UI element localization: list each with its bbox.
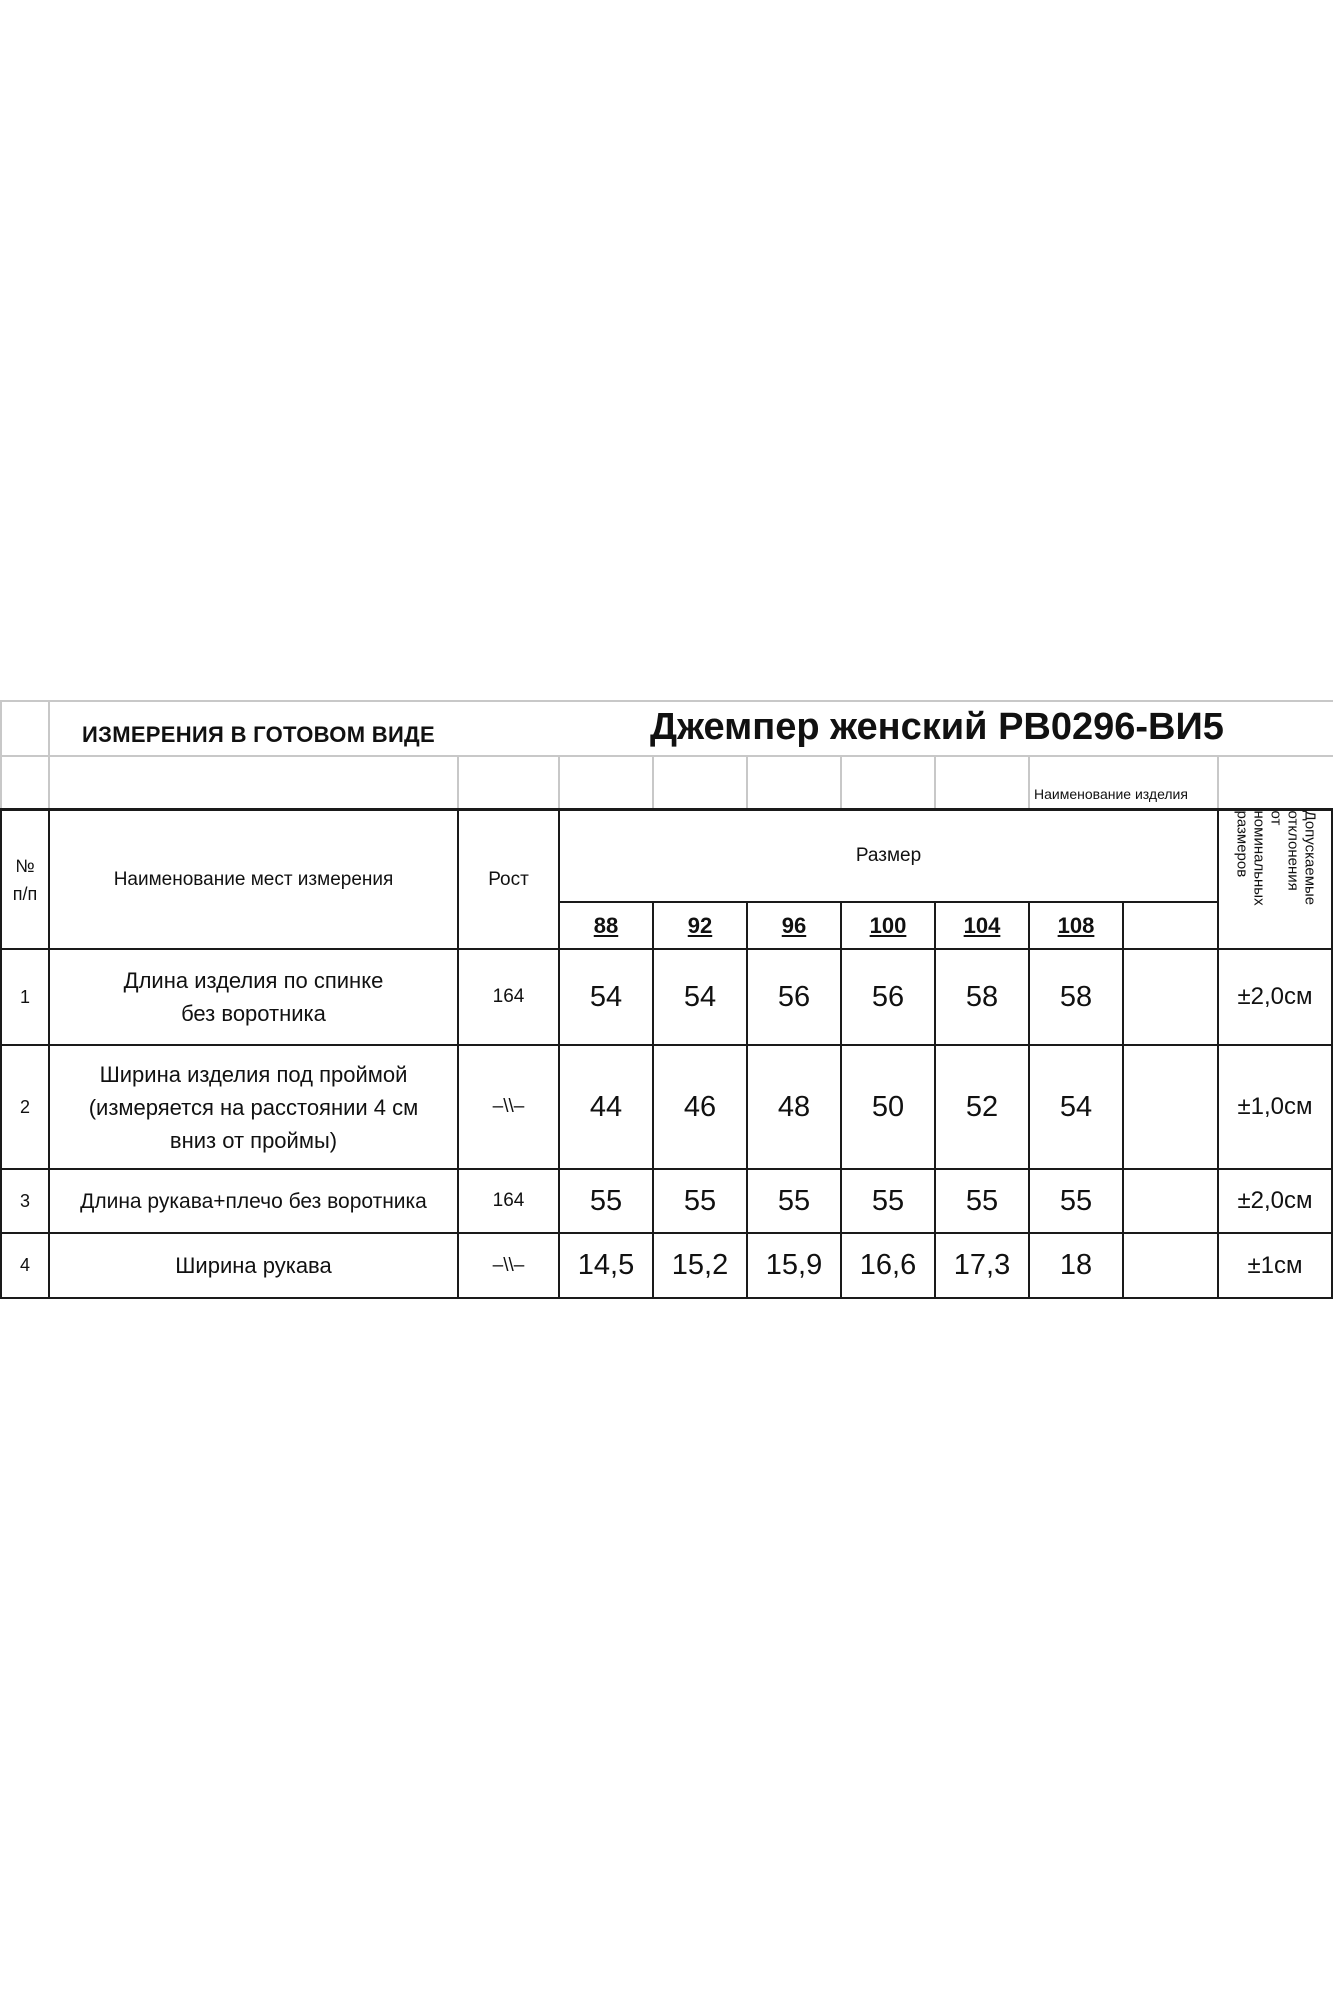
- column-header-tolerance: [1218, 810, 1333, 945]
- size-value: 55: [777, 1184, 811, 1217]
- grid-line: [0, 755, 1333, 757]
- tolerance-value: ±2,0см: [1237, 1187, 1313, 1214]
- size-value: 58: [965, 980, 999, 1013]
- grid-line: [0, 700, 2, 810]
- size-value: 54: [683, 980, 717, 1013]
- row-number: 1: [19, 986, 30, 1007]
- size-value: 16,6: [859, 1249, 917, 1281]
- height-value: 164: [492, 1190, 525, 1211]
- tolerance-value: ±2,0см: [1237, 983, 1313, 1010]
- size-header: 104: [963, 912, 1001, 938]
- size-value: 55: [965, 1184, 999, 1217]
- column-header-measurement: Наименование мест измерения: [113, 868, 394, 890]
- table-border: [0, 1297, 1333, 1299]
- grid-line: [558, 755, 560, 810]
- grid-line: [652, 755, 654, 810]
- size-value: 54: [589, 980, 623, 1013]
- size-value: 55: [589, 1184, 623, 1217]
- size-value: 58: [1059, 980, 1093, 1013]
- size-value: 18: [1059, 1249, 1093, 1281]
- size-value: 15,2: [671, 1249, 729, 1281]
- size-value: 15,9: [765, 1249, 823, 1281]
- size-header: 88: [593, 912, 619, 938]
- measurements-title: ИЗМЕРЕНИЯ В ГОТОВОМ ВИДЕ: [82, 722, 436, 747]
- grid-line: [0, 700, 1333, 702]
- size-value: 44: [589, 1090, 623, 1123]
- size-value: 56: [871, 980, 905, 1013]
- size-value: 55: [683, 1184, 717, 1217]
- size-value: 56: [777, 980, 811, 1013]
- grid-line: [934, 755, 936, 810]
- size-header: 100: [869, 912, 907, 938]
- height-value: –\\–: [492, 1254, 525, 1276]
- size-value: 17,3: [953, 1249, 1011, 1281]
- column-header-number: № п/п: [12, 855, 38, 904]
- measurement-name: Ширина изделия под проймой (измеряется на расстоянии 4 см вниз от проймы): [88, 1061, 419, 1153]
- grid-line: [840, 755, 842, 810]
- measurement-sheet: [0, 700, 1333, 1300]
- height-value: –\\–: [492, 1096, 525, 1117]
- size-value: 14,5: [577, 1249, 635, 1281]
- row-number: 4: [19, 1255, 30, 1275]
- table-border: [1122, 901, 1124, 1299]
- height-value: 164: [492, 986, 525, 1007]
- measurement-name: Ширина рукава: [175, 1253, 332, 1278]
- column-header-height: Рост: [488, 868, 529, 890]
- grid-line: [48, 700, 50, 810]
- size-value: 54: [1059, 1090, 1093, 1123]
- tolerance-header-text: Допускаемые отклонения от номинальных размеров: [1233, 810, 1318, 906]
- tolerance-value: ±1,0см: [1237, 1093, 1313, 1120]
- size-header: 92: [687, 912, 713, 938]
- product-name-label: Наименование изделия: [1034, 786, 1188, 802]
- size-value: 48: [777, 1090, 811, 1123]
- size-value: 46: [683, 1090, 717, 1123]
- size-header: 108: [1057, 912, 1095, 938]
- grid-line: [746, 755, 748, 810]
- size-value: 55: [871, 1184, 905, 1217]
- size-header: 96: [781, 912, 807, 938]
- product-title: Джемпер женский РВ0296-ВИ5: [650, 705, 1224, 748]
- row-number: 2: [19, 1096, 30, 1117]
- measurement-name: Длина рукава+плечо без воротника: [80, 1189, 427, 1213]
- column-header-size: Размер: [855, 845, 922, 866]
- size-value: 52: [965, 1090, 999, 1123]
- size-value: 55: [1059, 1184, 1093, 1217]
- row-number: 3: [19, 1190, 30, 1211]
- grid-line: [457, 755, 459, 810]
- measurement-name: Длина изделия по спинке без воротника: [123, 968, 384, 1026]
- grid-line: [1028, 755, 1030, 810]
- grid-line: [1217, 755, 1219, 810]
- tolerance-value: ±1см: [1247, 1251, 1303, 1279]
- size-value: 50: [871, 1090, 905, 1123]
